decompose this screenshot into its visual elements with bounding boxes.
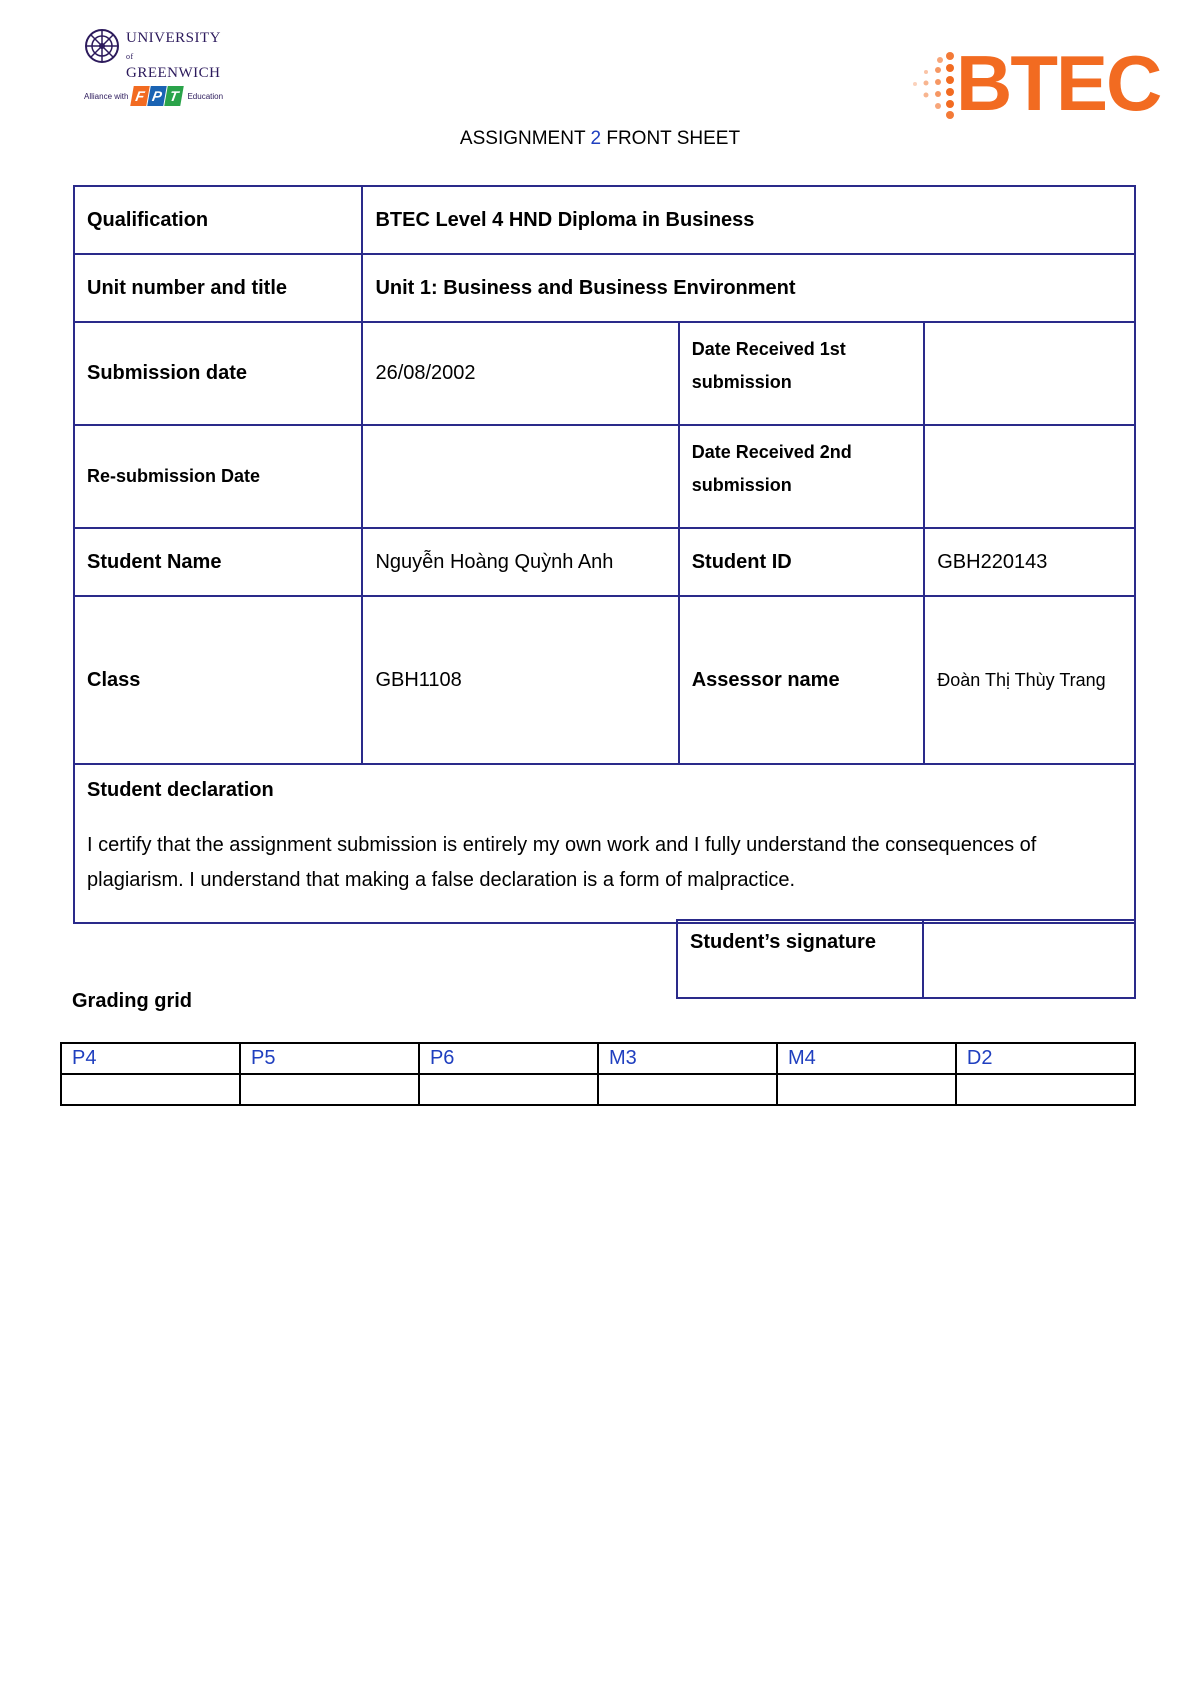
signature-table [676, 919, 1136, 999]
btec-wordmark: BTEC [956, 39, 1161, 127]
btec-logo [906, 39, 1161, 127]
grade-value-d2[interactable] [956, 1074, 1135, 1105]
qualification-label: Qualification [74, 186, 362, 254]
fpt-letter-t: T [165, 86, 185, 106]
fpt-alliance [84, 86, 223, 106]
resubmission-row [74, 425, 1135, 528]
grade-header-p6: P6 [419, 1043, 598, 1074]
resubmission-label: Re-submission Date [74, 425, 362, 528]
resubmission-value [362, 425, 678, 528]
signature-label: Student’s signature [677, 920, 923, 998]
class-row [74, 596, 1135, 764]
grading-value-row [61, 1074, 1135, 1105]
grading-header-row [61, 1043, 1135, 1074]
student-name-value: Nguyễn Hoàng Quỳnh Anh [362, 528, 678, 596]
education-text: Education [187, 91, 224, 101]
declaration-row [74, 764, 1135, 923]
grade-value-m3[interactable] [598, 1074, 777, 1105]
grade-header-m3: M3 [598, 1043, 777, 1074]
fpt-logo [132, 86, 183, 106]
grade-header-m4: M4 [777, 1043, 956, 1074]
grade-value-m4[interactable] [777, 1074, 956, 1105]
date-received-1st-label: Date Received 1st submission [679, 322, 925, 425]
unit-row [74, 254, 1135, 322]
fpt-letter-f: F [131, 86, 151, 106]
date-received-2nd-value [924, 425, 1135, 528]
signature-field[interactable] [923, 920, 1135, 998]
assessor-value: Đoàn Thị Thùy Trang [924, 596, 1135, 764]
date-received-2nd-label: Date Received 2nd submission [679, 425, 925, 528]
grading-grid-table [60, 1042, 1136, 1106]
grade-value-p5[interactable] [240, 1074, 419, 1105]
unit-value: Unit 1: Business and Business Environment [362, 254, 1135, 322]
declaration-title: Student declaration [87, 779, 274, 801]
grade-value-p6[interactable] [419, 1074, 598, 1105]
class-value: GBH1108 [362, 596, 678, 764]
student-id-label: Student ID [679, 528, 925, 596]
grading-grid-title: Grading grid [72, 990, 192, 1012]
declaration-cell [74, 764, 1135, 923]
alliance-text: Alliance with [84, 91, 129, 101]
fpt-letter-p: P [148, 86, 168, 106]
grade-header-d2: D2 [956, 1043, 1135, 1074]
grade-header-p5: P5 [240, 1043, 419, 1074]
grade-header-p4: P4 [61, 1043, 240, 1074]
submission-date-row [74, 322, 1135, 425]
class-label: Class [74, 596, 362, 764]
qualification-value: BTEC Level 4 HND Diploma in Business [362, 186, 1135, 254]
university-of-greenwich-logo [84, 28, 264, 108]
date-received-1st-value [924, 322, 1135, 425]
page-title: ASSIGNMENT 2 FRONT SHEET [459, 128, 741, 149]
assessor-label: Assessor name [679, 596, 925, 764]
declaration-text: I certify that the assignment submission is entirely my own work and I fully understand the consequences of plagiarism. I understand that making a false declaration is a form of malpractice. [87, 834, 1037, 891]
university-name: UNIVERSITY of GREENWICH [126, 30, 221, 81]
grade-value-p4[interactable] [61, 1074, 240, 1105]
qualification-row [74, 186, 1135, 254]
student-id-value: GBH220143 [924, 528, 1135, 596]
student-name-label: Student Name [74, 528, 362, 596]
front-sheet-table [73, 185, 1136, 924]
crest-icon [84, 28, 120, 64]
unit-label: Unit number and title [74, 254, 362, 322]
submission-date-value: 26/08/2002 [362, 322, 678, 425]
submission-date-label: Submission date [74, 322, 362, 425]
student-name-row [74, 528, 1135, 596]
